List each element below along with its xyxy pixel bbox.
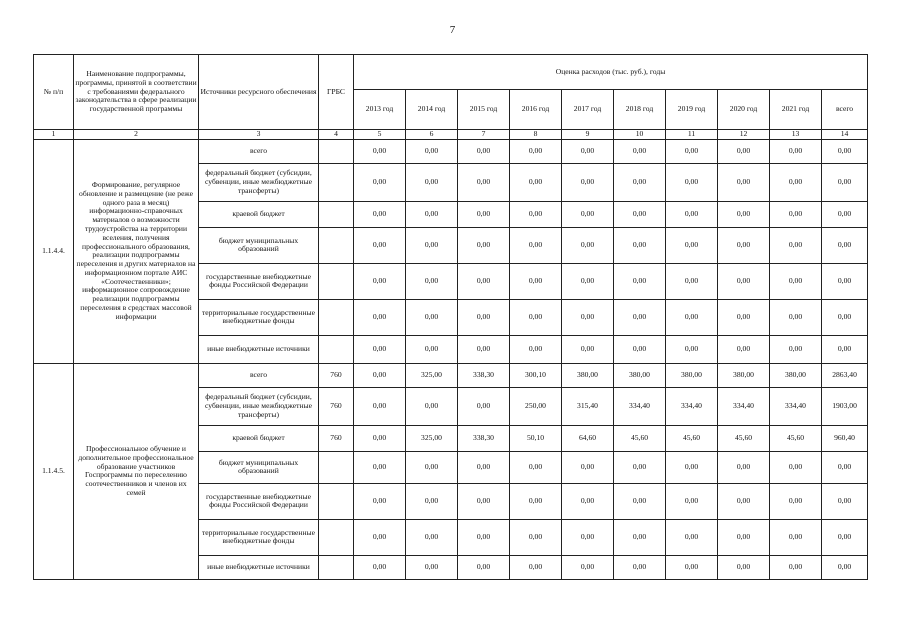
grbs-code (319, 163, 354, 201)
grbs-code (319, 483, 354, 519)
funding-source: государственные внебюджетные фонды Российской Федерации (199, 263, 319, 299)
value-cell: 0,00 (458, 263, 510, 299)
table-row (34, 139, 868, 163)
grbs-code: 760 (319, 363, 354, 387)
value-cell: 0,00 (562, 263, 614, 299)
column-number: 6 (406, 130, 458, 140)
row-code: 1.1.4.5. (34, 363, 74, 579)
value-cell: 0,00 (614, 263, 666, 299)
value-cell: 0,00 (406, 201, 458, 227)
value-cell: 334,40 (614, 387, 666, 425)
value-cell: 0,00 (458, 139, 510, 163)
value-cell: 0,00 (718, 519, 770, 555)
value-cell: 380,00 (666, 363, 718, 387)
value-cell: 380,00 (562, 363, 614, 387)
column-number: 13 (770, 130, 822, 140)
column-number: 4 (319, 130, 354, 140)
value-cell: 0,00 (822, 555, 868, 579)
value-cell: 0,00 (510, 451, 562, 483)
funding-source: иные внебюджетные источники (199, 335, 319, 363)
value-cell: 0,00 (822, 519, 868, 555)
value-cell: 0,00 (458, 519, 510, 555)
value-cell: 0,00 (406, 335, 458, 363)
value-cell: 0,00 (666, 555, 718, 579)
value-cell: 45,60 (614, 425, 666, 451)
value-cell: 0,00 (406, 163, 458, 201)
value-cell: 0,00 (562, 227, 614, 263)
column-number: 3 (199, 130, 319, 140)
value-cell: 325,00 (406, 425, 458, 451)
value-cell: 0,00 (666, 227, 718, 263)
value-cell: 0,00 (666, 335, 718, 363)
funding-source: краевой бюджет (199, 425, 319, 451)
column-number: 11 (666, 130, 718, 140)
value-cell: 0,00 (666, 163, 718, 201)
value-cell: 0,00 (510, 163, 562, 201)
column-number: 2 (74, 130, 199, 140)
page-number: 7 (449, 24, 456, 36)
value-cell: 0,00 (406, 519, 458, 555)
grbs-code: 760 (319, 387, 354, 425)
value-cell: 380,00 (770, 363, 822, 387)
value-cell: 0,00 (614, 163, 666, 201)
column-number: 1 (34, 130, 74, 140)
value-cell: 0,00 (562, 299, 614, 335)
funding-source: территориальные государственные внебюджетные фонды (199, 299, 319, 335)
value-cell: 0,00 (666, 519, 718, 555)
value-cell: 0,00 (614, 335, 666, 363)
value-cell: 0,00 (614, 483, 666, 519)
value-cell: 0,00 (354, 335, 406, 363)
value-cell: 0,00 (354, 163, 406, 201)
value-cell: 960,40 (822, 425, 868, 451)
value-cell: 0,00 (614, 519, 666, 555)
value-cell: 0,00 (406, 483, 458, 519)
funding-source: федеральный бюджет (субсидии, субвенции, иные межбюджетные трансферты) (199, 163, 319, 201)
value-cell: 0,00 (510, 519, 562, 555)
value-cell: 0,00 (458, 335, 510, 363)
value-cell: 0,00 (458, 299, 510, 335)
grbs-code (319, 139, 354, 163)
value-cell: 0,00 (562, 555, 614, 579)
value-cell: 0,00 (562, 139, 614, 163)
value-cell: 0,00 (406, 263, 458, 299)
value-cell: 0,00 (770, 163, 822, 201)
grbs-code (319, 263, 354, 299)
value-cell: 0,00 (718, 299, 770, 335)
header-year: всего (822, 90, 868, 130)
grbs-code (319, 299, 354, 335)
value-cell: 0,00 (354, 519, 406, 555)
value-cell: 0,00 (666, 483, 718, 519)
funding-source: федеральный бюджет (субсидии, субвенции, иные межбюджетные трансферты) (199, 387, 319, 425)
value-cell: 0,00 (666, 201, 718, 227)
value-cell: 45,60 (666, 425, 718, 451)
value-cell: 0,00 (510, 555, 562, 579)
column-numbers-row (34, 130, 868, 140)
value-cell: 315,40 (562, 387, 614, 425)
value-cell: 380,00 (614, 363, 666, 387)
funding-source: бюджет муниципальных образований (199, 451, 319, 483)
value-cell: 0,00 (510, 263, 562, 299)
value-cell: 0,00 (822, 163, 868, 201)
grbs-code (319, 227, 354, 263)
value-cell: 0,00 (354, 227, 406, 263)
value-cell: 0,00 (666, 263, 718, 299)
value-cell: 0,00 (510, 201, 562, 227)
row-code: 1.1.4.4. (34, 139, 74, 363)
value-cell: 0,00 (510, 335, 562, 363)
value-cell: 0,00 (562, 451, 614, 483)
value-cell: 0,00 (822, 263, 868, 299)
value-cell: 0,00 (718, 201, 770, 227)
value-cell: 0,00 (718, 335, 770, 363)
value-cell: 0,00 (406, 451, 458, 483)
header-year: 2013 год (354, 90, 406, 130)
value-cell: 0,00 (510, 483, 562, 519)
value-cell: 0,00 (718, 451, 770, 483)
value-cell: 45,60 (770, 425, 822, 451)
funding-source: всего (199, 363, 319, 387)
funding-source: территориальные государственные внебюджетные фонды (199, 519, 319, 555)
value-cell: 0,00 (406, 227, 458, 263)
value-cell: 0,00 (614, 201, 666, 227)
header-name: Наименование подпрограммы, программы, принятой в соответствии с требованиями федерального законодательства в сфере реализации государственной программы (74, 55, 199, 130)
value-cell: 0,00 (718, 163, 770, 201)
value-cell: 0,00 (770, 263, 822, 299)
value-cell: 0,00 (354, 263, 406, 299)
value-cell: 380,00 (718, 363, 770, 387)
value-cell: 0,00 (510, 139, 562, 163)
header-costs: Оценка расходов (тыс. руб.), годы (354, 55, 868, 90)
value-cell: 0,00 (354, 425, 406, 451)
value-cell: 0,00 (354, 483, 406, 519)
value-cell: 0,00 (822, 299, 868, 335)
grbs-code (319, 201, 354, 227)
value-cell: 0,00 (354, 363, 406, 387)
value-cell: 0,00 (458, 201, 510, 227)
column-number: 8 (510, 130, 562, 140)
column-number: 7 (458, 130, 510, 140)
value-cell: 0,00 (458, 387, 510, 425)
value-cell: 0,00 (406, 387, 458, 425)
header-year: 2015 год (458, 90, 510, 130)
row-name: Формирование, регулярное обновление и размещение (не реже одного раза в месяц) информационно-справочных материалов о возможности трудоустройства на территории вселения, получения профессионального образования, реализации подпрограммы переселения и других материалов на информационном портале АИС «Соотечественники»; информационное сопровождение реализации подпрограммы переселения в средствах массовой информации (74, 139, 199, 363)
value-cell: 0,00 (354, 451, 406, 483)
column-number: 9 (562, 130, 614, 140)
value-cell: 0,00 (562, 163, 614, 201)
value-cell: 0,00 (718, 263, 770, 299)
value-cell: 0,00 (770, 299, 822, 335)
header-year: 2019 год (666, 90, 718, 130)
value-cell: 0,00 (770, 227, 822, 263)
expenditure-table (33, 54, 868, 580)
value-cell: 0,00 (458, 555, 510, 579)
value-cell: 338,30 (458, 363, 510, 387)
value-cell: 0,00 (614, 299, 666, 335)
header-grbs: ГРБС (319, 55, 354, 130)
value-cell: 338,30 (458, 425, 510, 451)
value-cell: 0,00 (354, 201, 406, 227)
value-cell: 0,00 (770, 519, 822, 555)
table-row (34, 363, 868, 387)
value-cell: 0,00 (718, 139, 770, 163)
value-cell: 325,00 (406, 363, 458, 387)
value-cell: 0,00 (614, 555, 666, 579)
value-cell: 0,00 (458, 163, 510, 201)
value-cell: 0,00 (666, 451, 718, 483)
grbs-code: 760 (319, 425, 354, 451)
value-cell: 0,00 (354, 387, 406, 425)
value-cell: 0,00 (718, 227, 770, 263)
header-year: 2017 год (562, 90, 614, 130)
grbs-code (319, 519, 354, 555)
value-cell: 334,40 (718, 387, 770, 425)
header-year: 2020 год (718, 90, 770, 130)
value-cell: 0,00 (718, 555, 770, 579)
value-cell: 0,00 (770, 335, 822, 363)
value-cell: 0,00 (614, 451, 666, 483)
column-number: 5 (354, 130, 406, 140)
value-cell: 0,00 (770, 139, 822, 163)
value-cell: 0,00 (510, 227, 562, 263)
column-number: 14 (822, 130, 868, 140)
value-cell: 0,00 (406, 555, 458, 579)
grbs-code (319, 335, 354, 363)
value-cell: 0,00 (562, 335, 614, 363)
value-cell: 0,00 (354, 139, 406, 163)
funding-source: государственные внебюджетные фонды Российской Федерации (199, 483, 319, 519)
value-cell: 0,00 (770, 555, 822, 579)
header-number: № п/п (34, 55, 74, 130)
header-year: 2014 год (406, 90, 458, 130)
value-cell: 0,00 (770, 451, 822, 483)
funding-source: краевой бюджет (199, 201, 319, 227)
value-cell: 0,00 (354, 555, 406, 579)
value-cell: 0,00 (458, 451, 510, 483)
value-cell: 0,00 (458, 483, 510, 519)
value-cell: 0,00 (718, 483, 770, 519)
value-cell: 0,00 (770, 201, 822, 227)
row-name: Профессиональное обучение и дополнительное профессиональное образование участников Госпрограммы по переселению соотечественников и членов их семей (74, 363, 199, 579)
value-cell: 1903,00 (822, 387, 868, 425)
grbs-code (319, 555, 354, 579)
value-cell: 0,00 (822, 201, 868, 227)
value-cell: 45,60 (718, 425, 770, 451)
value-cell: 0,00 (822, 227, 868, 263)
value-cell: 250,00 (510, 387, 562, 425)
funding-source: бюджет муниципальных образований (199, 227, 319, 263)
value-cell: 0,00 (822, 483, 868, 519)
header-source: Источники ресурсного обеспечения (199, 55, 319, 130)
value-cell: 50,10 (510, 425, 562, 451)
header-row-1 (34, 55, 868, 90)
value-cell: 0,00 (406, 139, 458, 163)
value-cell: 0,00 (354, 299, 406, 335)
column-number: 12 (718, 130, 770, 140)
value-cell: 0,00 (770, 483, 822, 519)
value-cell: 0,00 (822, 335, 868, 363)
value-cell: 300,10 (510, 363, 562, 387)
header-year: 2018 год (614, 90, 666, 130)
funding-source: всего (199, 139, 319, 163)
value-cell: 0,00 (562, 519, 614, 555)
value-cell: 0,00 (614, 227, 666, 263)
value-cell: 0,00 (458, 227, 510, 263)
value-cell: 0,00 (406, 299, 458, 335)
header-year: 2016 год (510, 90, 562, 130)
value-cell: 0,00 (666, 139, 718, 163)
value-cell: 0,00 (614, 139, 666, 163)
value-cell: 334,40 (770, 387, 822, 425)
funding-source: иные внебюджетные источники (199, 555, 319, 579)
value-cell: 0,00 (666, 299, 718, 335)
column-number: 10 (614, 130, 666, 140)
value-cell: 0,00 (510, 299, 562, 335)
value-cell: 0,00 (562, 201, 614, 227)
value-cell: 64,60 (562, 425, 614, 451)
header-year: 2021 год (770, 90, 822, 130)
value-cell: 2863,40 (822, 363, 868, 387)
value-cell: 334,40 (666, 387, 718, 425)
table-body (34, 55, 868, 580)
value-cell: 0,00 (822, 139, 868, 163)
grbs-code (319, 451, 354, 483)
value-cell: 0,00 (562, 483, 614, 519)
value-cell: 0,00 (822, 451, 868, 483)
